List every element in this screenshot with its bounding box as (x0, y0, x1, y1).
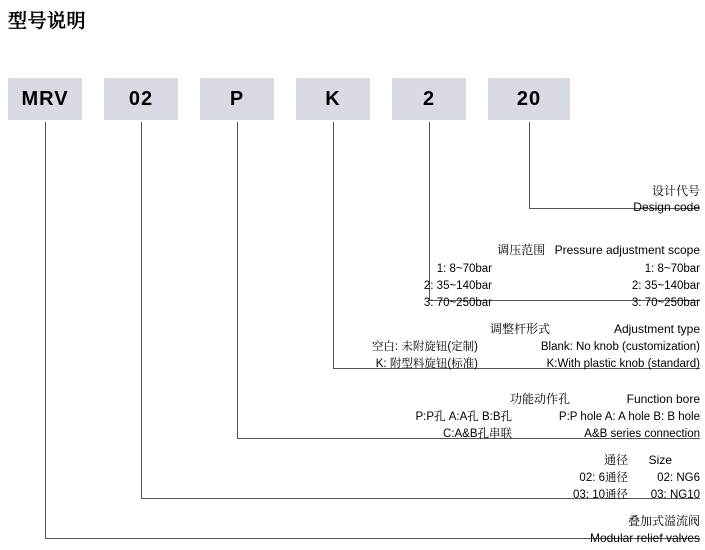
legend-size-cn-1: 02: 6通径 (579, 472, 628, 484)
code-box-function-bore: P (200, 78, 274, 120)
code-box-adjustment-type: K (296, 78, 370, 120)
legend-function-bore-cn-header: 功能动作孔 (509, 392, 570, 406)
code-box-mrv: MRV (8, 78, 82, 120)
legend-adjustment-type-en-1: Blank: No knob (customization) (540, 341, 700, 353)
legend-adjustment-type-header-group (489, 322, 700, 338)
legend-size-line-2 (573, 488, 700, 503)
legend-adjustment-type-en-header: Adjustment type (613, 322, 700, 336)
legend-size-en-header: Size (648, 453, 672, 467)
leader-line-design-code-vertical (529, 122, 530, 208)
legend-adjustment-type-cn-header: 调整杆形式 (489, 322, 550, 336)
legend-modular-relief-valves-en-header: Modular relief valves (589, 531, 700, 545)
page-title: 型号说明 (8, 11, 87, 32)
legend-pressure-scope-cn-3: 3: 70~250bar (423, 297, 492, 309)
legend-adjustment-type-en-2: K:With plastic knob (standard) (546, 358, 700, 370)
legend-pressure-scope-line-3 (423, 296, 700, 311)
legend-pressure-scope-en-header: Pressure adjustment scope (554, 243, 700, 257)
legend-adjustment-type-cn-2: K: 附型料旋钮(标准) (375, 358, 478, 370)
legend-size-en-2: 03: NG10 (650, 489, 700, 501)
legend-pressure-scope-en-3: 3: 70~250bar (631, 297, 700, 309)
leader-line-modular-relief-valves-vertical (45, 122, 46, 538)
leader-line-function-bore-vertical (237, 122, 238, 438)
legend-function-bore-cn-1: P:P孔 A:A孔 B:B孔 (415, 411, 512, 423)
leader-line-adjustment-type-vertical (333, 122, 334, 368)
legend-pressure-scope-en-1: 1: 8~70bar (644, 263, 700, 275)
legend-size-cn-header: 通径 (603, 453, 628, 467)
legend-function-bore-header-group (509, 392, 700, 408)
leader-line-pressure-scope-vertical (429, 122, 430, 300)
legend-size-cn-2: 03: 10通径 (573, 489, 628, 501)
legend-adjustment-type-line-2 (375, 357, 700, 372)
legend-pressure-scope-line-2 (423, 279, 700, 294)
legend-pressure-scope-line-1 (436, 262, 700, 277)
legend-pressure-scope-header-group (497, 243, 700, 258)
code-box-design-code: 20 (488, 78, 570, 120)
legend-function-bore-en-header: Function bore (626, 392, 700, 406)
legend-modular-relief-valves-cn-header: 叠加式溢流阀 (627, 514, 700, 528)
legend-pressure-scope-cn-2: 2: 35~140bar (423, 280, 492, 292)
code-box-pressure-scope: 2 (392, 78, 466, 120)
legend-pressure-scope-en-2: 2: 35~140bar (631, 280, 700, 292)
code-box-size: 02 (104, 78, 178, 120)
code-box-row (0, 78, 705, 122)
legend-adjustment-type-line-1 (371, 340, 700, 355)
leader-line-size-vertical (141, 122, 142, 498)
legend-function-bore-line-2 (442, 427, 700, 442)
legend-pressure-scope-cn-header: 调压范围 (497, 243, 546, 257)
legend-design-code-en-header: Design code (633, 200, 700, 214)
legend-function-bore-en-2: A&B series connection (584, 428, 700, 440)
legend-function-bore-cn-2: C:A&B孔串联 (442, 428, 512, 440)
legend-pressure-scope-cn-1: 1: 8~70bar (436, 263, 492, 275)
legend-design-code-cn-header: 设计代号 (651, 184, 700, 198)
legend-function-bore-en-1: P:P hole A: A hole B: B hole (558, 411, 700, 423)
legend-adjustment-type-cn-1: 空白: 未附旋钮(定制) (371, 341, 478, 353)
legend-size-en-1: 02: NG6 (657, 472, 700, 484)
legend-size-line-1 (579, 471, 700, 486)
legend-function-bore-line-1 (415, 410, 700, 425)
